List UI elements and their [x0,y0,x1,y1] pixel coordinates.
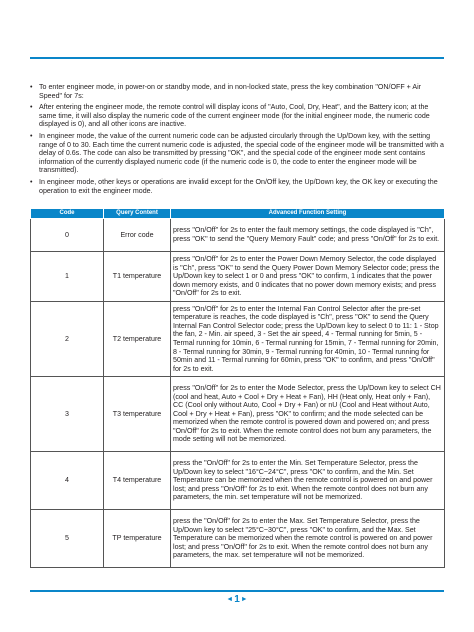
table-row [31,452,445,510]
page-number-footer [0,593,474,607]
bullet-item: • In engineer mode, the value of the current numeric code can be adjusted circularly through the Up/Down key, with the setting range of 0 to 30. Each time the current numeric code is adjusted, the special code of the engineer mode will be transmitted with a delay of 0.6s. The code can also be transmitted by pressing "OK", and the special code of the engineer mode sent contains information of the currently displayed numeric code (if the numeric code is 0, the code to enter the engineer mode will be transmitted). [30,132,444,175]
table-header-row [31,209,445,219]
intro-bullet-list [30,83,444,198]
cell-setting: press the "On/Off" for 2s to enter the Min. Set Temperature Selector, press the Up/Down key to select "16°C~24°C", press "OK" to confirm, and the Min. Set Temperature can be memorized when the remote control is powered on and power lost; and press "On/Off" for 2s to exit. When the remote control does not burn any parameters, the min. set temperature will not be memorized. [171,452,445,510]
cell-query-content: TP temperature [104,510,171,568]
cell-code: 5 [31,510,104,568]
bullet-item: • In engineer mode, other keys or operations are invalid except for the On/Off key, the Up/Down key, the OK key or executing the operation to exit the engineer mode. [30,178,444,195]
cell-query-content: T1 temperature [104,252,171,302]
cell-code: 4 [31,452,104,510]
engineer-mode-table [30,208,445,568]
bullet-item: • To enter engineer mode, in power-on or standby mode, and in non-locked state, press the key combination "ON/OFF + Air Speed" for 7s: [30,83,444,100]
bullet-item: • After entering the engineer mode, the remote control will display icons of "Auto, Cool, Dry, Heat", and the Battery icon; at the same time, it will also display the numeric code of the current engineer mode (for the initial engineer mode, the numeric code displayed is 0), and all other icons are inactive. [30,103,444,129]
table-row [31,302,445,377]
next-arrow-icon: ► [240,596,248,603]
cell-code: 3 [31,377,104,452]
cell-setting: press the "On/Off" for 2s to enter the Max. Set Temperature Selector, press the Up/Down key to select "25°C~30°C", press "OK" to confirm, and the Max. Set Temperature can be memorized when the remote control is powered on and power lost; and press "On/Off" for 2s to exit. When the remote control does not burn any parameters, the max. set temperature will not be memorized. [171,510,445,568]
cell-query-content: T4 temperature [104,452,171,510]
table-row [31,377,445,452]
header-code: Code [31,209,104,219]
table-row [31,252,445,302]
cell-setting: press "On/Off" for 2s to enter the Mode Selector, press the Up/Down key to select CH (cool and heat, Auto + Cool + Dry + Heat + Fan), HH (Heat only, Heat only + Fan), CC (Cool only without Auto, Cool + Dry + Fan) or nU (Cool and Heat without Auto, Cool + Dry + Heat + Fan), press "OK" to confirm; and the mode selected can be memorized when the remote control is powered down and powered on; and press "On/Off" for 2s to exit. When the remote control does not burn any parameters, the mode setting will not be memorized. [171,377,445,452]
header-advanced-function-setting: Advanced Function Setting [171,209,445,219]
header-rule [30,57,444,59]
cell-query-content: Error code [104,219,171,252]
prev-arrow-icon: ◄ [226,596,234,603]
page-number: 1 [234,594,240,605]
cell-setting: press "On/Off" for 2s to enter the fault memory settings, the code displayed is "Ch", press "OK" to send the "Query Memory Fault" code; and press "On/Off" for 2s to exit. [171,219,445,252]
cell-query-content: T3 temperature [104,377,171,452]
footer-rule [30,590,444,592]
cell-code: 1 [31,252,104,302]
table-row [31,219,445,252]
cell-code: 0 [31,219,104,252]
table-row [31,510,445,568]
cell-query-content: T2 temperature [104,302,171,377]
cell-setting: press "On/Off" for 2s to enter the Internal Fan Control Selector after the pre-set temperature is reaches, the code displayed is "Ch", press "OK" to send the Query Internal Fan Control Selector code; press the Up/Down key to select 0 to 11: 1 - Stop the fan, 2 - Min. air speed, 3 - Set the air speed, 4 - Termal running for 5min, 5 - Termal running for 10min, 6 - Termal running for 15min, 7 - Termal running for 20min, 8 - Termal running for 30min, 9 - Termal running for 40min, 10 - Termal running for 50min and 11 - Termal running for 60min, press "OK" to confirm, and press "On/Off" for 2s to exit. [171,302,445,377]
cell-setting: press "On/Off" for 2s to enter the Power Down Memory Selector, the code displayed is "Ch", press "OK" to send the Query Power Down Memory Selector code; press the Up/Down key to select 1 or 0 and press "OK" to confirm, 1 indicates that the power down memory exists, and 0 indicates that no power down memory exists; and press "On/Off" for 2s to exit. [171,252,445,302]
cell-code: 2 [31,302,104,377]
header-query-content: Query Content [104,209,171,219]
